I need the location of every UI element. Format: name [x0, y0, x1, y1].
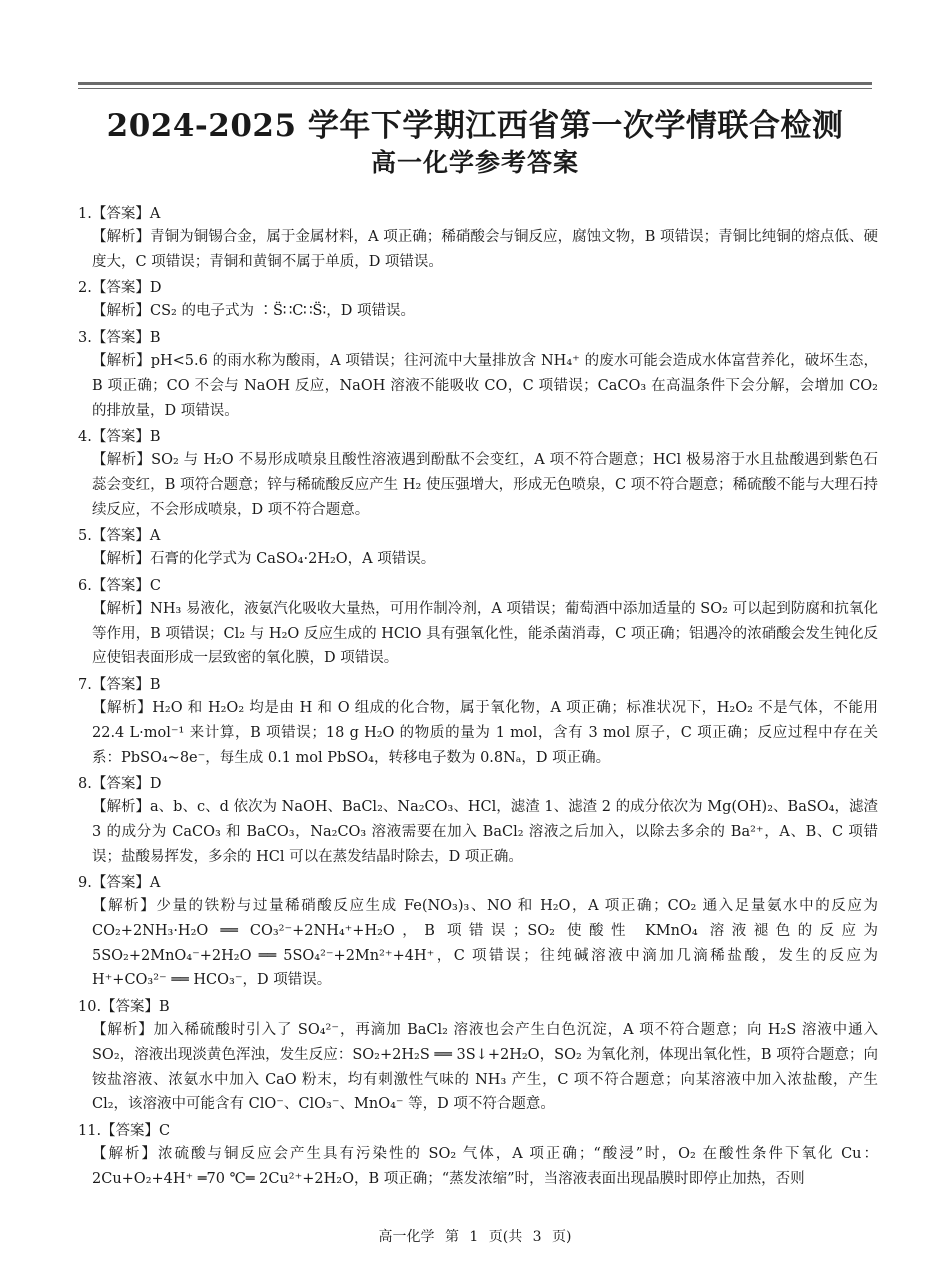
- question-item: [78, 674, 878, 770]
- answer-line: 9.【答案】A: [78, 875, 161, 892]
- answer-line: 7.【答案】B: [78, 677, 161, 694]
- explanation-text: 【解析】石膏的化学式为 CaSO₄·2H₂O，A 项错误。: [92, 551, 436, 568]
- explanation-text: 【解析】加入稀硫酸时引入了 SO₄²⁻，再滴加 BaCl₂ 溶液也会产生白色沉淀，A 项不符合题意；向 H₂S 溶液中通入 SO₂，溶液出现淡黄色浑浊，发生反应：SO₂+2H₂S ══ 3S↓+2H₂O，SO₂ 为氧化剂，体现出氧化性，B 项符合题意；向铵盐溶液、浓氨水中加入 CaO 粉末，均有刺激性气味的 NH₃ 产生，C 项不符合题意；向某溶液中加入浓盐酸，产生 Cl₂，该溶液中可能含有 ClO⁻、ClO₃⁻、MnO₄⁻ 等，D 项不符合题意。: [92, 1022, 878, 1113]
- question-item: [78, 872, 878, 993]
- answer-line: 3.【答案】B: [78, 330, 161, 347]
- header-rule-thin: [78, 88, 872, 89]
- explanation-text: 【解析】CS₂ 的电子式为 ∶S̈∷C∷S̈∶，D 项错误。: [92, 303, 415, 320]
- question-item: [78, 575, 878, 671]
- explanation-text: 【解析】少量的铁粉与过量稀硝酸反应生成 Fe(NO₃)₃、NO 和 H₂O，A 项正确；CO₂ 通入足量氨水中的反应为 CO₂+2NH₃·H₂O ══ CO₃²⁻+2NH₄⁺+H₂O，B 项错误；SO₂ 使酸性 KMnO₄ 溶液褪色的反应为 5SO₂+2MnO₄⁻+2H₂O ══ 5SO₄²⁻+2Mn²⁺+4H⁺，C 项错误；往纯碱溶液中滴加几滴稀盐酸，发生的反应为 H⁺+CO₃²⁻ ══ HCO₃⁻，D 项错误。: [92, 898, 878, 989]
- question-item: [78, 773, 878, 869]
- explanation-text: 【解析】H₂O 和 H₂O₂ 均是由 H 和 O 组成的化合物，属于氧化物，A 项正确；标准状况下，H₂O₂ 不是气体，不能用 22.4 L·mol⁻¹ 来计算，B 项错误；18 g H₂O 的物质的量为 1 mol，含有 3 mol 原子，C 项正确；反应过程中存在关系：PbSO₄~8e⁻，每生成 0.1 mol PbSO₄，转移电子数为 0.8Nₐ，D 项正确。: [92, 700, 878, 766]
- question-item: [78, 327, 878, 423]
- explanation-text: 【解析】SO₂ 与 H₂O 不易形成喷泉且酸性溶液遇到酚酞不会变红，A 项不符合题意；HCl 极易溶于水且盐酸遇到紫色石蕊会变红，B 项符合题意；锌与稀硫酸反应产生 H₂ 使压强增大，形成无色喷泉，C 项不符合题意；稀硫酸不能与大理石持续反应，不会形成喷泉，D 项不符合题意。: [92, 452, 878, 518]
- answer-line: 1.【答案】A: [78, 206, 161, 222]
- explanation-text: 【解析】浓硫酸与铜反应会产生具有污染性的 SO₂ 气体，A 项正确；“酸浸”时，O₂ 在酸性条件下氧化 Cu：2Cu+O₂+4H⁺ ═70 ℃═ 2Cu²⁺+2H₂O，B 项正确；“蒸发浓缩”时，当溶液表面出现晶膜时即停止加热，否则: [92, 1145, 878, 1187]
- question-item: [78, 277, 878, 324]
- question-item: [78, 996, 878, 1117]
- explanation-text: 【解析】a、b、c、d 依次为 NaOH、BaCl₂、Na₂CO₃、HCl，滤渣 1、滤渣 2 的成分依次为 Mg(OH)₂、BaSO₄，滤渣 3 的成分为 CaCO₃ 和 BaCO₃，Na₂CO₃ 溶液需要在加入 BaCl₂ 溶液之后加入，以除去多余的 Ba²⁺，A、B、C 项错误；盐酸易挥发，多余的 HCl 可以在蒸发结晶时除去，D 项正确。: [92, 799, 878, 865]
- answer-line: 10.【答案】B: [78, 999, 170, 1016]
- answer-line: 6.【答案】C: [78, 578, 161, 595]
- answer-line: 2.【答案】D: [78, 280, 162, 297]
- answer-line: 11.【答案】C: [78, 1122, 171, 1139]
- question-item: [78, 1120, 878, 1191]
- question-item: [78, 525, 878, 572]
- explanation-text: 【解析】pH<5.6 的雨水称为酸雨，A 项错误；往河流中大量排放含 NH₄⁺ 的废水可能会造成水体富营养化，破坏生态，B 项正确；CO 不会与 NaOH 反应，NaOH 溶液不能吸收 CO，C 项错误；CaCO₃ 在高温条件下会分解，会增加 CO₂ 的排放量，D 项错误。: [92, 353, 878, 419]
- answer-line: 4.【答案】B: [78, 429, 161, 446]
- answer-list: [78, 203, 878, 1194]
- explanation-text: 【解析】青铜为铜锡合金，属于金属材料，A 项正确；稀硝酸会与铜反应，腐蚀文物，B 项错误；青铜比纯铜的熔点低、硬度大，C 项错误；青铜和黄铜不属于单质，D 项错误。: [92, 229, 878, 270]
- answer-line: 5.【答案】A: [78, 528, 161, 545]
- page-footer: 高一化学 第 1 页(共 3 页): [378, 1229, 572, 1245]
- explanation-text: 【解析】NH₃ 易液化，液氨汽化吸收大量热，可用作制冷剂，A 项错误；葡萄酒中添加适量的 SO₂ 可以起到防腐和抗氧化等作用，B 项错误；Cl₂ 与 H₂O 反应生成的 HClO 具有强氧化性，能杀菌消毒，C 项正确；铝遇冷的浓硝酸会发生钝化反应使铝表面形成一层致密的氧化膜，D 项错误。: [92, 601, 878, 667]
- page-subtitle: 高一化学参考答案: [370, 148, 579, 177]
- answer-line: 8.【答案】D: [78, 776, 162, 793]
- page-title: 2024-2025 学年下学期江西省第一次学情联合检测: [106, 108, 844, 144]
- question-item: [78, 203, 878, 274]
- header-rule-thick: [78, 82, 872, 85]
- question-item: [78, 426, 878, 522]
